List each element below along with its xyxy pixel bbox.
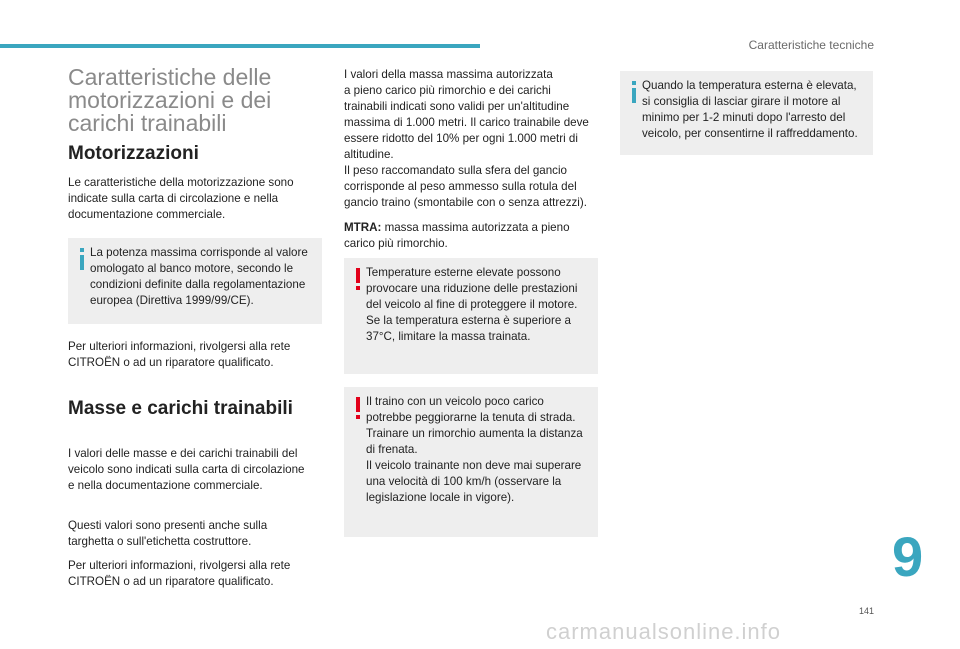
header-accent-bar (0, 44, 480, 48)
info-note-potenza (68, 238, 322, 324)
paragraph-info-rete-2: Per ulteriori informazioni, rivolgersi alla rete CITROËN o ad un riparatore qualificato. (68, 559, 291, 588)
warning-icon (352, 268, 364, 290)
info-note-raffreddamento (620, 71, 873, 155)
paragraph-targhetta: Questi valori sono presenti anche sulla targhetta o sull'etichetta costruttore. (68, 519, 268, 548)
info-note-text: Quando la temperatura esterna è elevata, si consiglia di lasciar girare il motore al minimo per 1-2 minuti dopo l'arresto del veicolo, per consentirne il raffreddamento. (642, 79, 858, 140)
page-number: 141 (858, 606, 874, 616)
paragraph-valori-massa: I valori della massa massima autorizzata a pieno carico più rimorchio e dei carichi trainabili indicati sono validi per un'altitudine massima di 1.000 metri. Il carico trainabile deve essere ridotto del 10% per ogni 1.000 metri di altitudine. Il peso raccomandato sulla sfera del gancio corrisponde al peso ammesso sulla rotula del gancio traino (smontabile con o senza attrezzi). (344, 68, 589, 209)
page-title: Caratteristiche delle motorizzazioni e dei carichi trainabili (68, 64, 272, 136)
warning-note-temperature (344, 258, 598, 374)
mtra-label: MTRA: (344, 221, 382, 234)
mtra-definition: massa massima autorizzata a pieno carico più rimorchio. (344, 221, 570, 250)
info-icon (628, 81, 640, 103)
warning-note-text: Temperature esterne elevate possono provocare una riduzione delle prestazioni del veicolo al fine di proteggere il motore. Se la temperatura esterna è superiore a 37°C, limitare la massa trainata. (366, 266, 578, 343)
paragraph-info-rete: Per ulteriori informazioni, rivolgersi alla rete CITROËN o ad un riparatore qualificato. (68, 340, 291, 369)
paragraph-motorizzazione: Le caratteristiche della motorizzazione sono indicate sulla carta di circolazione e nella documentazione commerciale. (68, 176, 294, 221)
info-icon (76, 248, 88, 270)
warning-note-text: Il traino con un veicolo poco carico potrebbe peggiorarne la tenuta di strada. Trainare un rimorchio aumenta la distanza di frenata. Il veicolo trainante non deve mai superare una velocità di 100 km/h (osservare la legislazione locale in vigore). (366, 395, 583, 504)
warning-note-traino (344, 387, 598, 537)
info-note-text: La potenza massima corrisponde al valore omologato al banco motore, secondo le condizioni definite dalla regolamentazione europea (Direttiva 1999/99/CE). (90, 246, 308, 307)
chapter-number: 9 (892, 525, 924, 588)
watermark: carmanualsonline.info (546, 619, 782, 644)
section-header: Caratteristiche tecniche (748, 38, 874, 52)
paragraph-masse: I valori delle masse e dei carichi trainabili del veicolo sono indicati sulla carta di circolazione e nella documentazione commerciale. (68, 447, 305, 492)
heading-motorizzazioni: Motorizzazioni (68, 143, 199, 164)
heading-masse: Masse e carichi trainabili (68, 398, 293, 419)
warning-icon (352, 397, 364, 419)
paragraph-mtra (344, 220, 570, 252)
